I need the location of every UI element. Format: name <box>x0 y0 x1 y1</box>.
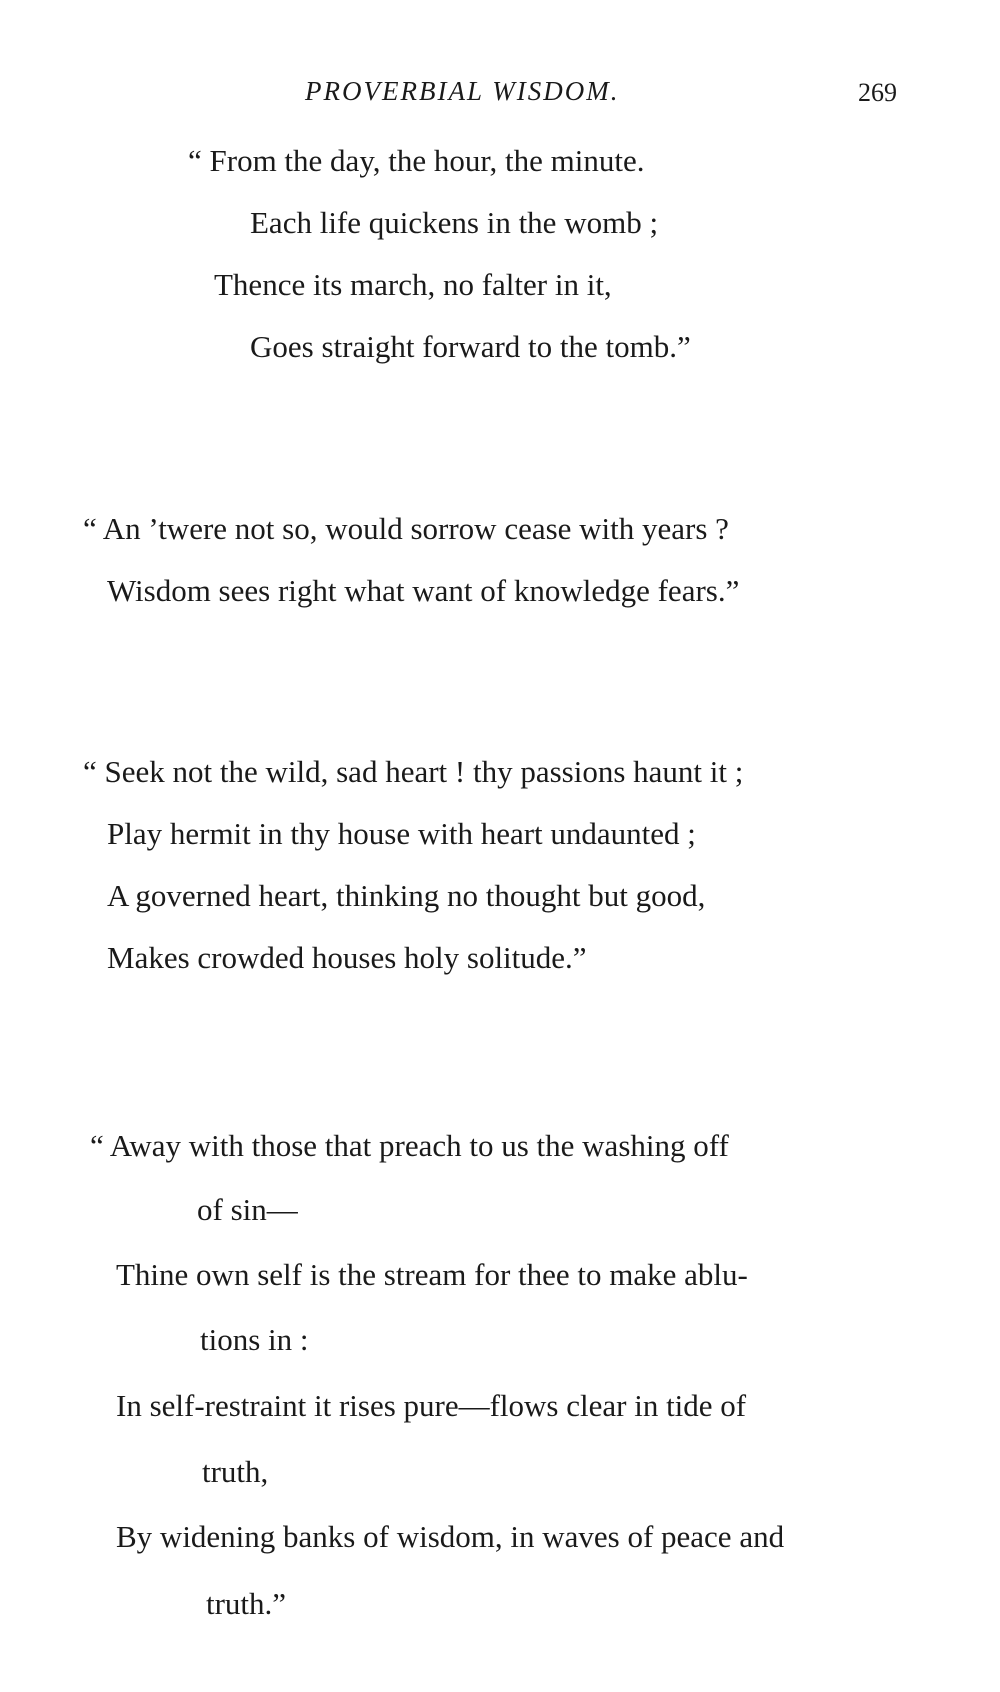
verse-line: “ From the day, the hour, the minute. <box>188 143 645 178</box>
verse-line: Thine own self is the stream for thee to make ablu- <box>116 1257 748 1292</box>
verse-line: truth.” <box>206 1586 287 1621</box>
verse-line: Thence its march, no falter in it, <box>214 267 612 302</box>
verse-line: “ Away with those that preach to us the washing off <box>90 1128 729 1163</box>
verse-line: truth, <box>202 1454 269 1489</box>
verse-line: Wisdom sees right what want of knowledge fears.” <box>107 573 740 608</box>
running-title: PROVERBIAL WISDOM. <box>305 76 620 106</box>
verse-line: Goes straight forward to the tomb.” <box>250 329 691 364</box>
verse-line: Play hermit in thy house with heart undaunted ; <box>107 816 696 851</box>
verse-line: A governed heart, thinking no thought but good, <box>107 878 706 913</box>
verse-line: tions in : <box>200 1322 309 1357</box>
verse-line: “ Seek not the wild, sad heart ! thy passions haunt it ; <box>83 754 744 789</box>
verse-line: In self-restraint it rises pure—flows clear in tide of <box>116 1388 747 1423</box>
verse-line: Makes crowded houses holy solitude.” <box>107 940 587 975</box>
verse-line: Each life quickens in the womb ; <box>250 205 659 240</box>
verse-line: “ An ’twere not so, would sorrow cease with years ? <box>83 511 729 546</box>
verse-line: of sin— <box>197 1192 298 1227</box>
verse-line: By widening banks of wisdom, in waves of peace and <box>116 1519 785 1554</box>
running-head <box>0 76 1000 116</box>
page-number: 269 <box>858 78 897 107</box>
